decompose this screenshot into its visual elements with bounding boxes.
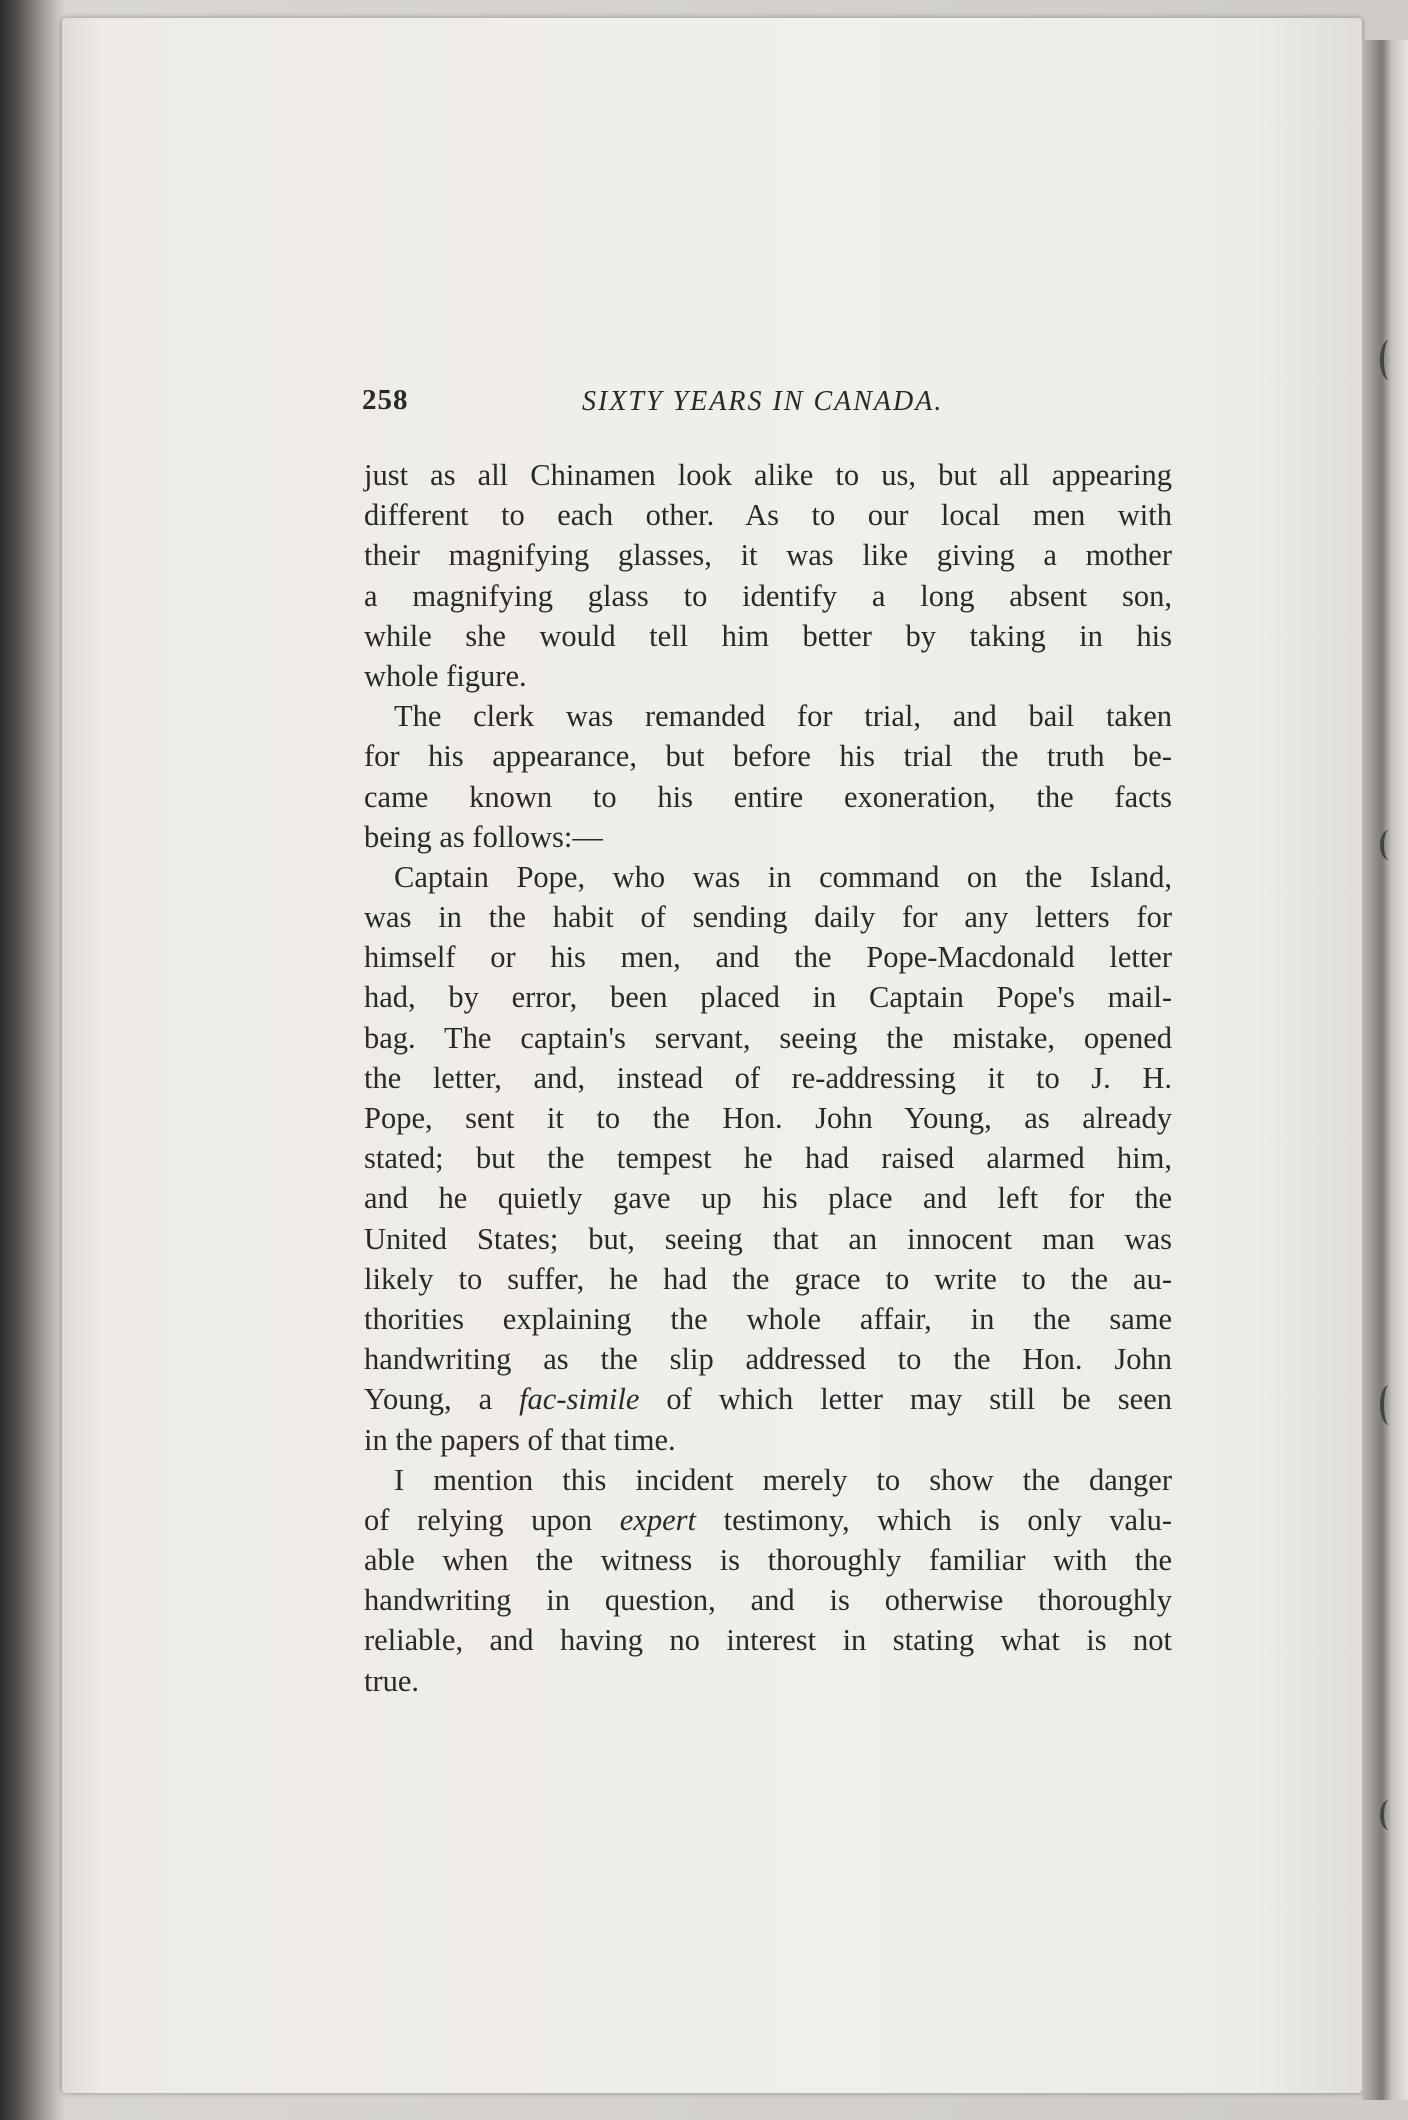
- text-segment: testimony, which is only valu-: [723, 1502, 1172, 1537]
- text-line: a magnifying glass to identify a long absent son,: [364, 578, 1172, 613]
- text-line: Pope, sent it to the Hon. John Young, as already: [364, 1101, 1172, 1135]
- text-line: thorities explaining the whole affair, in the same: [364, 1301, 1172, 1336]
- text-line: likely to suffer, he had the grace to write to the au-: [364, 1261, 1172, 1296]
- text-line: United States; but, seeing that an innocent man was: [364, 1221, 1172, 1256]
- text-line: their magnifying glasses, it was like giving a mother: [364, 538, 1172, 573]
- text-segment: of which letter may still be seen: [666, 1382, 1172, 1417]
- text-segment: of relying upon: [364, 1502, 593, 1537]
- text-line: whole figure.: [364, 658, 527, 693]
- text-line: just as all Chinamen look alike to us, but all appearing: [364, 458, 1172, 492]
- text-line: stated; but the tempest he had raised alarmed him,: [364, 1141, 1172, 1176]
- edge-mark: [1380, 1800, 1398, 1830]
- text-line: while she would tell him better by taking in his: [364, 618, 1172, 653]
- text-line: himself or his men, and the Pope-Macdonald letter: [364, 940, 1172, 975]
- italic-term: fac-simile: [519, 1382, 640, 1417]
- text-line: true.: [364, 1663, 420, 1698]
- text-line: for his appearance, but before his trial the truth be-: [364, 739, 1172, 774]
- text-line: different to each other. As to our local men with: [364, 498, 1172, 533]
- text-segment: Young, a: [364, 1382, 493, 1417]
- text-line: handwriting in question, and is otherwise thoroughly: [364, 1583, 1172, 1618]
- edge-mark: [1380, 340, 1398, 380]
- italic-term: expert: [619, 1502, 696, 1537]
- text-line: able when the witness is thoroughly familiar with the: [364, 1543, 1172, 1578]
- text-line: reliable, and having no interest in stating what is not: [364, 1623, 1172, 1658]
- text-line: I mention this incident merely to show the danger: [394, 1462, 1172, 1497]
- page-number: 258: [362, 384, 409, 416]
- text-line: the letter, and, instead of re-addressing it to J. H.: [364, 1060, 1172, 1095]
- text-line: had, by error, been placed in Captain Pope's mail-: [364, 980, 1172, 1015]
- text-line: came known to his entire exoneration, the facts: [364, 779, 1172, 814]
- running-head: [362, 384, 1172, 434]
- text-line: bag. The captain's servant, seeing the mistake, opened: [364, 1020, 1172, 1055]
- text-line: in the papers of that time.: [364, 1422, 676, 1457]
- body-text: [364, 455, 1172, 1701]
- text-line: Captain Pope, who was in command on the Island,: [394, 859, 1172, 894]
- text-line: and he quietly gave up his place and left for the: [364, 1181, 1172, 1216]
- edge-mark: [1380, 830, 1398, 860]
- text-line: was in the habit of sending daily for any letters for: [364, 900, 1172, 935]
- text-line: being as follows:—: [364, 819, 603, 854]
- text-line-with-italic: [364, 1500, 1172, 1540]
- text-line-with-italic: [364, 1379, 1172, 1419]
- facing-page-edge: [1362, 40, 1408, 2100]
- running-title: SIXTY YEARS IN CANADA.: [582, 386, 944, 417]
- text-line: handwriting as the slip addressed to the Hon. John: [364, 1342, 1172, 1377]
- edge-mark: [1380, 1385, 1398, 1425]
- text-line: The clerk was remanded for trial, and bail taken: [394, 699, 1172, 734]
